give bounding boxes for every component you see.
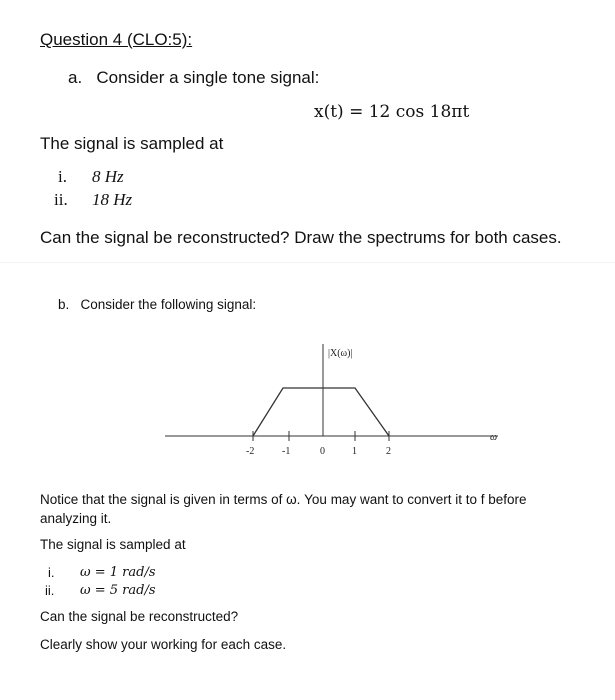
part-b-rate-2-value: ω = 5 rad/s [80,583,156,598]
question-heading: Question 4 (CLO:5): [40,30,193,49]
signal-formula: x(t) = 12 cos 18πt [314,102,470,122]
tick-label-minus-1: -1 [282,446,291,457]
part-b-sampled-at: The signal is sampled at [40,537,186,552]
part-a-rate-1-value: 8 Hz [92,167,124,186]
part-a-sampled-at: The signal is sampled at [40,134,224,153]
tick-label-1: 1 [352,446,357,457]
section-divider [0,262,615,263]
magnitude-label: |X(ω)| [328,348,353,359]
spectrum-plot [150,338,520,463]
notice-text: Notice that the signal is given in terms of ω. You may want to convert it to f before analyzing it. [40,492,527,526]
part-b-question: Can the signal be reconstructed? [40,609,239,624]
part-a-label: a. [68,68,83,87]
part-a-rate-1-number: i. [58,167,67,186]
tick-label-2: 2 [386,446,391,457]
trapezoid-spectrum [253,388,389,436]
part-b-label: b. [58,297,70,312]
part-b-rate-1-number: i. [48,565,55,580]
part-b-intro-text: Consider the following signal: [80,297,257,312]
part-a-rate-2-number: ii. [54,190,68,209]
tick-label-minus-2: -2 [246,446,255,457]
part-a-rate-2-value: 18 Hz [92,190,133,209]
tick-label-0: 0 [320,446,325,457]
omega-label: ω [490,432,498,443]
part-b-rate-1-value: ω = 1 rad/s [80,565,156,580]
part-a-intro [68,68,319,88]
part-b-instruction: Clearly show your working for each case. [40,637,287,652]
part-a-question: Can the signal be reconstructed? Draw the spectrums for both cases. [40,228,562,247]
part-b-intro [58,297,256,312]
part-b-rate-2-number: ii. [45,583,55,598]
part-a-intro-text: Consider a single tone signal: [96,68,320,87]
